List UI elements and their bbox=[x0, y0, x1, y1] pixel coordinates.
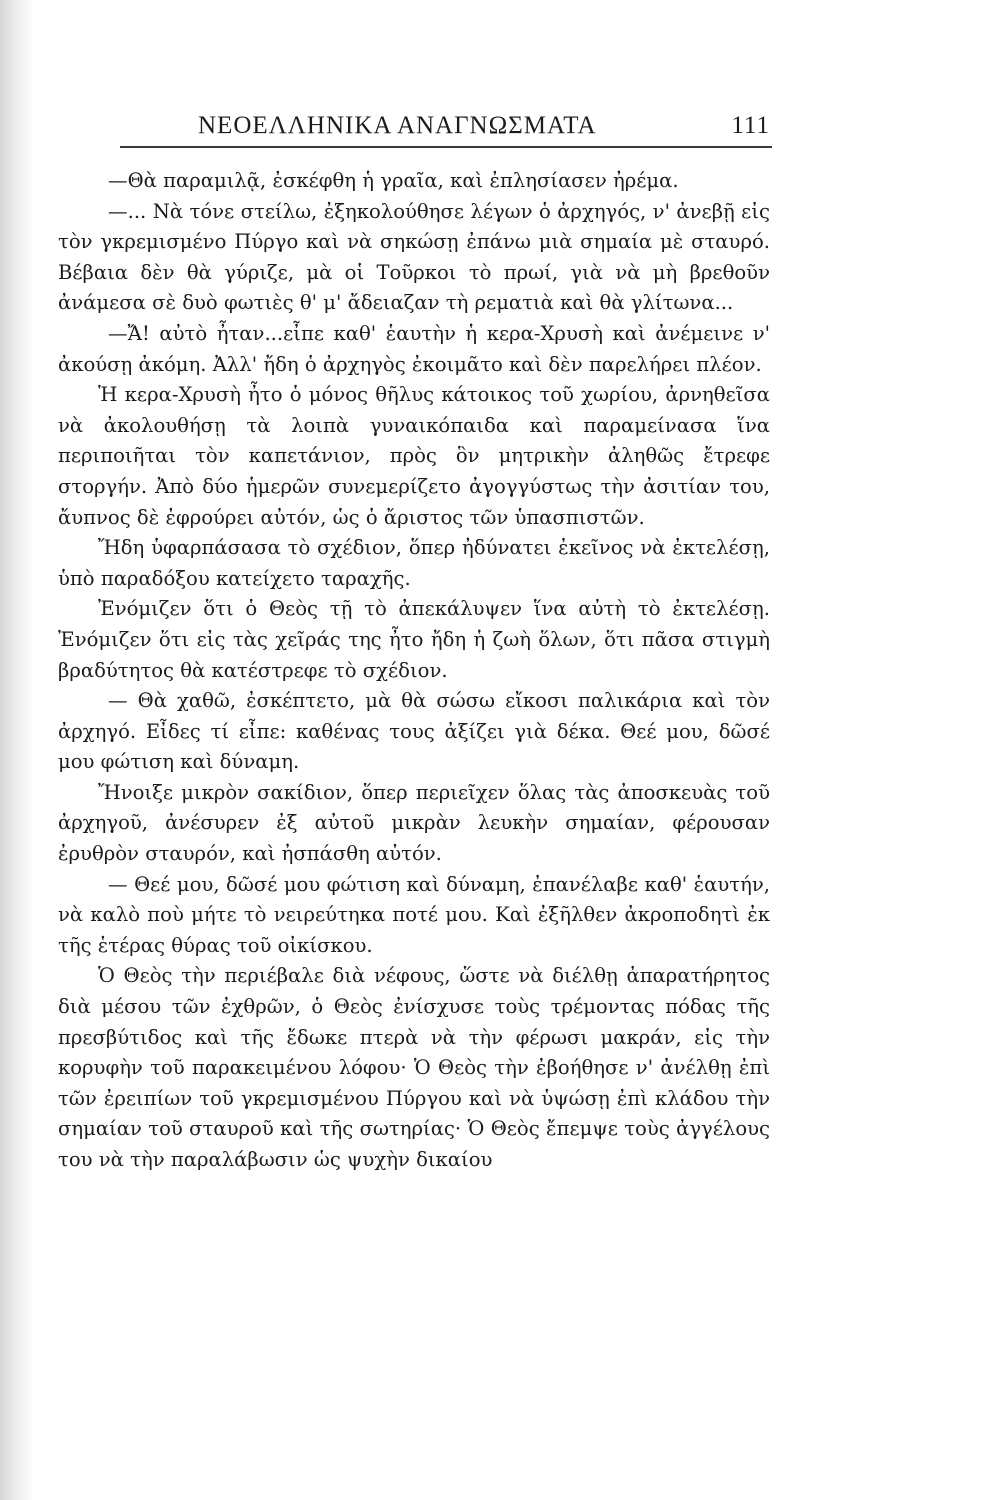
paragraph: Ὁ Θεὸς τὴν περιέβαλε διὰ νέφους, ὥστε νὰ διέλθῃ ἀπαρατήρητος διὰ μέσου τῶν ἐχθρῶν, ὁ Θεὸς ἐνίσχυσε τοὺς τρέμοντας πόδας τῆς πρεσβύτιδος καὶ τῆς ἔδωκε πτερὰ νὰ τὴν φέρωσι μακράν, εἰς τὴν κορυφὴν τοῦ παρακειμένου λόφου· Ὁ Θεὸς τὴν ἐβοήθησε ν' ἀνέλθῃ ἐπὶ τῶν ἐρειπίων τοῦ γκρεμισμένου Πύργου καὶ νὰ ὑψώσῃ ἐπὶ κλάδου τὴν σημαίαν τοῦ σταυροῦ καὶ τῆς σωτηρίας· Ὁ Θεὸς ἔπεμψε τοὺς ἀγγέλους του νὰ τὴν παραλάβωσιν ὡς ψυχὴν δικαίου bbox=[58, 964, 770, 1171]
paragraph: Ἤνοιξε μικρὸν σακίδιον, ὅπερ περιεῖχεν ὅλας τὰς ἀποσκευὰς τοῦ ἀρχηγοῦ, ἀνέσυρεν ἐξ αὐτοῦ μικρὰν λευκὴν σημαίαν, φέρουσαν ἐρυθρὸν σταυρόν, καὶ ἠσπάσθη αὐτόν. bbox=[58, 780, 770, 866]
paragraph: — Θεέ μου, δῶσέ μου φώτιση καὶ δύναμη, ἐπανέλαβε καθ' ἑαυτήν, νὰ καλὸ ποὺ μήτε τὸ νειρεύτηκα ποτέ μου. Καὶ ἐξῆλθεν ἀκροποδητὶ ἐκ τῆς ἑτέρας θύρας τοῦ οἰκίσκου. bbox=[58, 872, 770, 957]
binding-shadow bbox=[0, 0, 34, 1500]
paragraph: —... Νὰ τόνε στείλω, ἐξηκολούθησε λέγων ὁ ἀρχηγός, ν' ἀνεβῇ εἰς τὸν γκρεμισμένο Πύργο καὶ νὰ σηκώσῃ ἐπάνω μιὰ σημαία μὲ σταυρό. Βέβαια δὲν θὰ γύριζε, μὰ οἱ Τοῦρκοι τὸ πρωί, γιὰ νὰ μὴ βρεθοῦν ἀνάμεσα σὲ δυὸ φωτιὲς θ' μ' ἄδειαζαν τὴ ρεματιὰ καὶ θὰ γλίτωνα... bbox=[58, 199, 770, 315]
paragraph: Ἡ κερα-Χρυσὴ ἦτο ὁ μόνος θῆλυς κάτοικος τοῦ χωρίου, ἀρνηθεῖσα νὰ ἀκολουθήσῃ τὰ λοιπὰ γυναικόπαιδα καὶ παραμείνασα ἵνα περιποιῆται τὸν καπετάνιον, πρὸς ὃν μητρικὴν ἀληθῶς ἔτρεφε στοργήν. Ἀπὸ δύο ἡμερῶν συνεμερίζετο ἀγογγύστως τὴν ἀσιτίαν του, ἄυπνος δὲ ἐφρούρει αὐτόν, ὡς ὁ ἄριστος τῶν ὑπασπιστῶν. bbox=[58, 383, 770, 529]
running-title: ΝΕΟΕΛΛΗΝΙΚΑ ΑΝΑΓΝΩΣΜΑΤΑ bbox=[198, 112, 597, 139]
body-text bbox=[58, 166, 770, 1176]
page-number: 111 bbox=[731, 112, 770, 139]
running-header bbox=[120, 112, 770, 140]
paragraph: —Θὰ παραμιλᾷ, ἐσκέφθη ἡ γραῖα, καὶ ἐπλησίασεν ἠρέμα. bbox=[108, 169, 679, 192]
paragraph: Ἤδη ὑφαρπάσασα τὸ σχέδιον, ὅπερ ἠδύνατει ἐκεῖνος νὰ ἐκτελέσῃ, ὑπὸ παραδόξου κατείχετο ταραχῆς. bbox=[58, 536, 770, 590]
paragraph: — Θὰ χαθῶ, ἐσκέπτετο, μὰ θὰ σώσω εἴκοσι παλικάρια καὶ τὸν ἀρχηγό. Εἶδες τί εἶπε: καθένας τους ἀξίζει γιὰ δέκα. Θεέ μου, δῶσέ μου φώτιση καὶ δύναμη. bbox=[58, 689, 770, 774]
header-rule bbox=[120, 146, 772, 148]
paragraph: —Ἄ! αὐτὸ ἦταν...εἶπε καθ' ἑαυτὴν ἡ κερα-Χρυσὴ καὶ ἀνέμεινε ν' ἀκούσῃ ἀκόμη. Ἀλλ' ἤδη ὁ ἀρχηγὸς ἐκοιμᾶτο καὶ δὲν παρελήρει πλέον. bbox=[58, 321, 770, 376]
paragraph: Ἐνόμιζεν ὅτι ὁ Θεὸς τῇ τὸ ἀπεκάλυψεν ἵνα αὐτὴ τὸ ἐκτελέσῃ. Ἐνόμιζεν ὅτι εἰς τὰς χεῖράς της ἦτο ἤδη ἡ ζωὴ ὅλων, ὅτι πᾶσα στιγμὴ βραδύτητος θὰ κατέστρεφε τὸ σχέδιον. bbox=[58, 597, 770, 682]
